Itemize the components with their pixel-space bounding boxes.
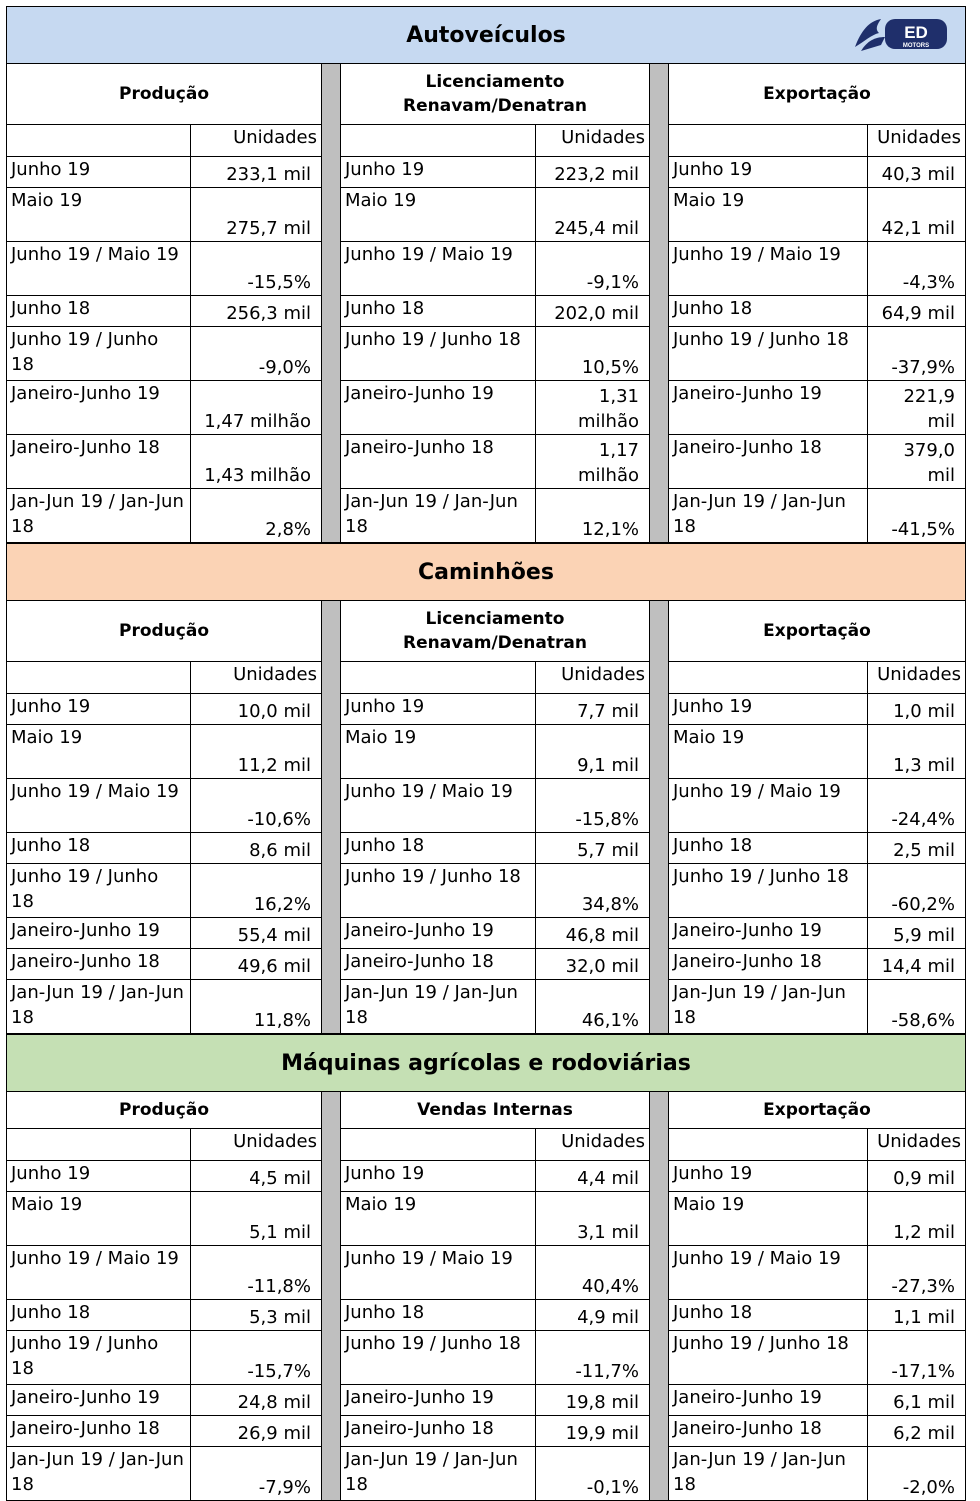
- row-label: Janeiro-Junho 19: [341, 380, 536, 434]
- row-label: Junho 19 / Junho 18: [669, 1330, 868, 1384]
- table-row: [7, 1446, 321, 1500]
- table-row: [669, 1446, 965, 1500]
- row-label: Jan-Jun 19 / Jan-Jun 18: [7, 979, 191, 1033]
- table-row: [7, 948, 321, 979]
- table-row: [669, 187, 965, 241]
- unit-label: Unidades: [536, 1129, 650, 1160]
- row-value: 5,9 mil: [868, 917, 966, 948]
- row-value: 2,5 mil: [868, 832, 966, 863]
- data-table: [669, 125, 965, 542]
- row-label: Maio 19: [669, 187, 868, 241]
- data-table: [341, 1129, 649, 1500]
- row-value: -9,1%: [536, 241, 650, 295]
- table-row: [669, 979, 965, 1033]
- table-row: [341, 1299, 649, 1330]
- row-value: -24,4%: [868, 778, 966, 832]
- table-row: [7, 1299, 321, 1330]
- data-table: [669, 1129, 965, 1500]
- table-row: [669, 778, 965, 832]
- column-header: Produção: [7, 1092, 321, 1129]
- table-row: [7, 863, 321, 917]
- column-licenciamento: [340, 601, 650, 1034]
- empty-cell: [341, 662, 536, 693]
- row-label: Maio 19: [341, 1191, 536, 1245]
- row-value: -37,9%: [868, 326, 966, 380]
- column-producao: [6, 601, 322, 1034]
- section-autoveiculos: [6, 64, 966, 543]
- row-value: 34,8%: [536, 863, 650, 917]
- table-row: [7, 434, 321, 488]
- row-value: 16,2%: [191, 863, 322, 917]
- table-row: [7, 693, 321, 724]
- row-value: 11,8%: [191, 979, 322, 1033]
- table-row: [7, 724, 321, 778]
- row-value: 10,0 mil: [191, 693, 322, 724]
- table-row: [669, 380, 965, 434]
- table-row: [669, 1160, 965, 1191]
- row-label: Janeiro-Junho 18: [341, 1415, 536, 1446]
- row-label: Maio 19: [341, 187, 536, 241]
- column-separator: [650, 601, 668, 1034]
- row-label: Janeiro-Junho 19: [669, 917, 868, 948]
- row-value: -7,9%: [191, 1446, 322, 1500]
- row-label: Junho 19 / Maio 19: [669, 241, 868, 295]
- row-label: Janeiro-Junho 19: [669, 1384, 868, 1415]
- row-label: Janeiro-Junho 18: [669, 434, 868, 488]
- row-label: Junho 19: [341, 693, 536, 724]
- row-value: 46,1%: [536, 979, 650, 1033]
- row-value: 6,2 mil: [868, 1415, 966, 1446]
- data-table: [7, 125, 321, 542]
- row-label: Junho 19 / Maio 19: [7, 778, 191, 832]
- row-label: Junho 19 / Junho 18: [341, 1330, 536, 1384]
- row-value: -58,6%: [868, 979, 966, 1033]
- section-maquinas: [6, 1092, 966, 1501]
- row-label: Junho 19: [7, 1160, 191, 1191]
- column-header: Exportação: [669, 601, 965, 662]
- row-label: Junho 19 / Maio 19: [669, 778, 868, 832]
- row-value: 221,9 mil: [868, 380, 966, 434]
- row-label: Janeiro-Junho 19: [669, 380, 868, 434]
- table-row: [7, 832, 321, 863]
- row-label: Janeiro-Junho 19: [7, 917, 191, 948]
- row-value: 46,8 mil: [536, 917, 650, 948]
- row-label: Maio 19: [7, 724, 191, 778]
- table-row: [341, 832, 649, 863]
- table-row: [341, 156, 649, 187]
- section-banner-maquinas: [6, 1034, 966, 1092]
- table-row: [341, 434, 649, 488]
- table-row: [7, 1330, 321, 1384]
- row-label: Junho 19 / Junho 18: [7, 326, 191, 380]
- table-row: [669, 1299, 965, 1330]
- row-value: 4,5 mil: [191, 1160, 322, 1191]
- table-row: [341, 187, 649, 241]
- row-label: Maio 19: [341, 724, 536, 778]
- empty-cell: [341, 1129, 536, 1160]
- table-row: [669, 488, 965, 542]
- unit-row: [7, 1129, 321, 1160]
- row-value: 1,43 milhão: [191, 434, 322, 488]
- row-value: 26,9 mil: [191, 1415, 322, 1446]
- row-value: 7,7 mil: [536, 693, 650, 724]
- column-header: Licenciamento Renavam/Denatran: [341, 64, 649, 125]
- row-value: 32,0 mil: [536, 948, 650, 979]
- row-value: 49,6 mil: [191, 948, 322, 979]
- section-banner-caminhoes: [6, 543, 966, 601]
- row-value: 275,7 mil: [191, 187, 322, 241]
- row-value: -9,0%: [191, 326, 322, 380]
- unit-row: [7, 662, 321, 693]
- table-row: [669, 1330, 965, 1384]
- column-header: Produção: [7, 64, 321, 125]
- report-page: [6, 6, 966, 1501]
- row-value: -4,3%: [868, 241, 966, 295]
- unit-label: Unidades: [868, 125, 966, 156]
- empty-cell: [7, 125, 191, 156]
- row-value: 0,9 mil: [868, 1160, 966, 1191]
- row-value: 55,4 mil: [191, 917, 322, 948]
- unit-label: Unidades: [868, 662, 966, 693]
- row-value: 1,3 mil: [868, 724, 966, 778]
- row-label: Janeiro-Junho 18: [669, 1415, 868, 1446]
- table-row: [669, 241, 965, 295]
- column-header: Produção: [7, 601, 321, 662]
- column-separator: [650, 64, 668, 543]
- row-label: Jan-Jun 19 / Jan-Jun 18: [7, 488, 191, 542]
- row-value: 245,4 mil: [536, 187, 650, 241]
- table-row: [669, 948, 965, 979]
- row-value: 4,9 mil: [536, 1299, 650, 1330]
- table-row: [341, 693, 649, 724]
- section-banner-autoveiculos: [6, 6, 966, 64]
- row-value: 5,1 mil: [191, 1191, 322, 1245]
- row-value: 10,5%: [536, 326, 650, 380]
- row-label: Maio 19: [7, 187, 191, 241]
- row-value: -11,8%: [191, 1245, 322, 1299]
- empty-cell: [669, 125, 868, 156]
- table-row: [7, 380, 321, 434]
- table-row: [669, 295, 965, 326]
- row-label: Junho 19: [7, 693, 191, 724]
- row-label: Janeiro-Junho 18: [669, 948, 868, 979]
- table-row: [669, 832, 965, 863]
- unit-row: [341, 125, 649, 156]
- row-label: Janeiro-Junho 18: [7, 948, 191, 979]
- row-label: Junho 18: [341, 1299, 536, 1330]
- row-label: Junho 19: [669, 156, 868, 187]
- table-row: [669, 156, 965, 187]
- row-label: Jan-Jun 19 / Jan-Jun 18: [7, 1446, 191, 1500]
- table-row: [7, 1245, 321, 1299]
- row-value: 19,9 mil: [536, 1415, 650, 1446]
- row-label: Junho 19 / Maio 19: [341, 1245, 536, 1299]
- row-label: Junho 18: [7, 1299, 191, 1330]
- column-producao: [6, 64, 322, 543]
- column-header: Vendas Internas: [341, 1092, 649, 1129]
- row-label: Janeiro-Junho 18: [341, 948, 536, 979]
- table-row: [7, 1191, 321, 1245]
- data-table: [7, 1129, 321, 1500]
- row-label: Junho 19: [669, 1160, 868, 1191]
- unit-label: Unidades: [536, 125, 650, 156]
- column-header: Exportação: [669, 1092, 965, 1129]
- empty-cell: [669, 662, 868, 693]
- row-value: 12,1%: [536, 488, 650, 542]
- unit-row: [669, 662, 965, 693]
- table-row: [7, 917, 321, 948]
- table-row: [341, 1191, 649, 1245]
- row-label: Junho 19 / Maio 19: [341, 241, 536, 295]
- table-row: [7, 326, 321, 380]
- column-separator: [322, 64, 340, 543]
- table-row: [7, 1160, 321, 1191]
- row-value: 223,2 mil: [536, 156, 650, 187]
- column-licenciamento: [340, 64, 650, 543]
- column-producao: [6, 1092, 322, 1501]
- empty-cell: [7, 1129, 191, 1160]
- row-label: Junho 19 / Junho 18: [669, 326, 868, 380]
- unit-row: [669, 125, 965, 156]
- table-row: [669, 724, 965, 778]
- table-row: [341, 724, 649, 778]
- row-label: Maio 19: [7, 1191, 191, 1245]
- section-caminhoes: [6, 601, 966, 1034]
- table-row: [341, 979, 649, 1033]
- row-label: Junho 19 / Maio 19: [669, 1245, 868, 1299]
- table-row: [669, 326, 965, 380]
- row-label: Junho 19 / Junho 18: [669, 863, 868, 917]
- table-row: [7, 979, 321, 1033]
- table-row: [7, 241, 321, 295]
- row-label: Jan-Jun 19 / Jan-Jun 18: [669, 979, 868, 1033]
- row-value: 40,3 mil: [868, 156, 966, 187]
- table-row: [341, 1330, 649, 1384]
- table-row: [669, 863, 965, 917]
- data-table: [7, 662, 321, 1033]
- table-row: [7, 1415, 321, 1446]
- table-row: [669, 1415, 965, 1446]
- row-value: 5,3 mil: [191, 1299, 322, 1330]
- unit-row: [7, 125, 321, 156]
- row-value: 14,4 mil: [868, 948, 966, 979]
- row-label: Junho 19 / Junho 18: [341, 326, 536, 380]
- row-value: 5,7 mil: [536, 832, 650, 863]
- data-table: [341, 125, 649, 542]
- row-label: Junho 19 / Maio 19: [341, 778, 536, 832]
- row-value: 40,4%: [536, 1245, 650, 1299]
- data-table: [669, 662, 965, 1033]
- column-exportacao: [668, 1092, 966, 1501]
- row-value: 1,2 mil: [868, 1191, 966, 1245]
- table-row: [341, 917, 649, 948]
- column-separator: [650, 1092, 668, 1501]
- column-exportacao: [668, 64, 966, 543]
- data-table: [341, 662, 649, 1033]
- ed-motors-logo-icon: [851, 11, 951, 55]
- row-value: -0,1%: [536, 1446, 650, 1500]
- row-label: Maio 19: [669, 724, 868, 778]
- row-value: -10,6%: [191, 778, 322, 832]
- table-row: [341, 488, 649, 542]
- row-value: 11,2 mil: [191, 724, 322, 778]
- unit-row: [341, 662, 649, 693]
- row-label: Junho 19: [7, 156, 191, 187]
- table-row: [341, 863, 649, 917]
- table-row: [7, 778, 321, 832]
- row-value: 6,1 mil: [868, 1384, 966, 1415]
- row-value: 19,8 mil: [536, 1384, 650, 1415]
- row-label: Junho 19 / Maio 19: [7, 1245, 191, 1299]
- row-label: Junho 18: [341, 832, 536, 863]
- unit-label: Unidades: [868, 1129, 966, 1160]
- logo-subtext: MOTORS: [902, 43, 930, 49]
- row-value: 42,1 mil: [868, 187, 966, 241]
- table-row: [7, 488, 321, 542]
- row-label: Jan-Jun 19 / Jan-Jun 18: [669, 1446, 868, 1500]
- section-title: Máquinas agrícolas e rodoviárias: [281, 1050, 691, 1076]
- column-separator: [322, 1092, 340, 1501]
- row-value: 8,6 mil: [191, 832, 322, 863]
- row-label: Jan-Jun 19 / Jan-Jun 18: [341, 1446, 536, 1500]
- table-row: [341, 948, 649, 979]
- row-label: Janeiro-Junho 18: [341, 434, 536, 488]
- row-value: -15,7%: [191, 1330, 322, 1384]
- table-row: [341, 1446, 649, 1500]
- empty-cell: [341, 125, 536, 156]
- row-value: 3,1 mil: [536, 1191, 650, 1245]
- table-row: [669, 1384, 965, 1415]
- row-label: Junho 18: [669, 1299, 868, 1330]
- row-value: 379,0 mil: [868, 434, 966, 488]
- empty-cell: [669, 1129, 868, 1160]
- row-label: Janeiro-Junho 19: [341, 1384, 536, 1415]
- row-value: -11,7%: [536, 1330, 650, 1384]
- row-value: 256,3 mil: [191, 295, 322, 326]
- row-label: Jan-Jun 19 / Jan-Jun 18: [669, 488, 868, 542]
- column-separator: [322, 601, 340, 1034]
- row-value: 202,0 mil: [536, 295, 650, 326]
- row-label: Jan-Jun 19 / Jan-Jun 18: [341, 488, 536, 542]
- unit-label: Unidades: [191, 125, 322, 156]
- table-row: [341, 778, 649, 832]
- row-value: 1,1 mil: [868, 1299, 966, 1330]
- row-label: Junho 18: [7, 295, 191, 326]
- logo-text: ED: [904, 23, 928, 42]
- row-label: Maio 19: [669, 1191, 868, 1245]
- row-value: -15,5%: [191, 241, 322, 295]
- row-value: 24,8 mil: [191, 1384, 322, 1415]
- row-value: 1,17 milhão: [536, 434, 650, 488]
- row-label: Junho 18: [669, 295, 868, 326]
- table-row: [341, 1245, 649, 1299]
- table-row: [669, 693, 965, 724]
- table-row: [669, 1191, 965, 1245]
- table-row: [341, 1384, 649, 1415]
- row-value: 64,9 mil: [868, 295, 966, 326]
- row-label: Junho 18: [669, 832, 868, 863]
- row-label: Junho 19 / Junho 18: [341, 863, 536, 917]
- row-value: -41,5%: [868, 488, 966, 542]
- section-title: Caminhões: [418, 559, 554, 585]
- row-value: 1,0 mil: [868, 693, 966, 724]
- row-label: Janeiro-Junho 18: [7, 434, 191, 488]
- column-vendas-internas: [340, 1092, 650, 1501]
- row-value: 2,8%: [191, 488, 322, 542]
- row-label: Junho 19: [341, 1160, 536, 1191]
- row-value: 1,47 milhão: [191, 380, 322, 434]
- row-value: -60,2%: [868, 863, 966, 917]
- row-label: Janeiro-Junho 19: [341, 917, 536, 948]
- row-value: -27,3%: [868, 1245, 966, 1299]
- section-title: Autoveículos: [406, 22, 566, 48]
- column-exportacao: [668, 601, 966, 1034]
- row-label: Junho 19 / Junho 18: [7, 1330, 191, 1384]
- row-label: Janeiro-Junho 19: [7, 1384, 191, 1415]
- table-row: [341, 295, 649, 326]
- table-row: [7, 295, 321, 326]
- table-row: [341, 1415, 649, 1446]
- table-row: [7, 187, 321, 241]
- row-value: 4,4 mil: [536, 1160, 650, 1191]
- unit-label: Unidades: [191, 662, 322, 693]
- row-label: Junho 19 / Junho 18: [7, 863, 191, 917]
- row-label: Janeiro-Junho 18: [7, 1415, 191, 1446]
- table-row: [7, 156, 321, 187]
- table-row: [341, 326, 649, 380]
- unit-row: [341, 1129, 649, 1160]
- table-row: [341, 241, 649, 295]
- table-row: [341, 1160, 649, 1191]
- unit-label: Unidades: [536, 662, 650, 693]
- empty-cell: [7, 662, 191, 693]
- row-label: Junho 19 / Maio 19: [7, 241, 191, 295]
- row-label: Junho 19: [669, 693, 868, 724]
- row-label: Janeiro-Junho 19: [7, 380, 191, 434]
- table-row: [7, 1384, 321, 1415]
- unit-label: Unidades: [191, 1129, 322, 1160]
- column-header: Licenciamento Renavam/Denatran: [341, 601, 649, 662]
- row-value: 9,1 mil: [536, 724, 650, 778]
- row-value: -15,8%: [536, 778, 650, 832]
- table-row: [669, 1245, 965, 1299]
- unit-row: [669, 1129, 965, 1160]
- row-value: -17,1%: [868, 1330, 966, 1384]
- row-value: 233,1 mil: [191, 156, 322, 187]
- table-row: [341, 380, 649, 434]
- column-header: Exportação: [669, 64, 965, 125]
- table-row: [669, 434, 965, 488]
- table-row: [669, 917, 965, 948]
- row-label: Jan-Jun 19 / Jan-Jun 18: [341, 979, 536, 1033]
- row-label: Junho 18: [341, 295, 536, 326]
- row-value: -2,0%: [868, 1446, 966, 1500]
- row-value: 1,31 milhão: [536, 380, 650, 434]
- row-label: Junho 19: [341, 156, 536, 187]
- row-label: Junho 18: [7, 832, 191, 863]
